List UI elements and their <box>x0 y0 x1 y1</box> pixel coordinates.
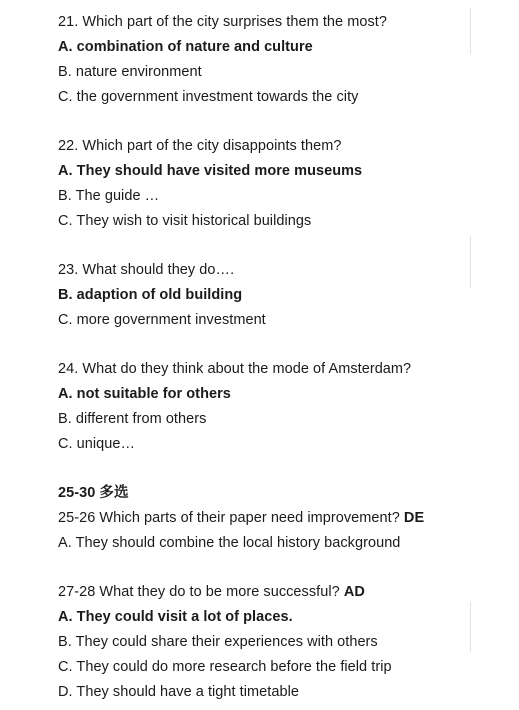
section-heading: 25-30 多选 <box>58 485 129 501</box>
question-24-option-b: B. different from others <box>58 411 207 427</box>
question-23-option-b-correct: B. adaption of old building <box>58 287 243 303</box>
question-21: 21. Which part of the city surprises them the most? <box>58 14 387 30</box>
question-25-26-option-a: A. They should combine the local history background <box>58 535 401 551</box>
question-24-option-c: C. unique… <box>58 436 136 452</box>
page-edge-mark <box>470 602 471 652</box>
question-27-28-option-d: D. They should have a tight timetable <box>58 684 299 700</box>
question-27-28-answer: AD <box>343 584 365 600</box>
question-27-28-option-a-correct: A. They could visit a lot of places. <box>58 609 293 625</box>
question-27-28-text: 27-28 What they do to be more successful? <box>58 584 340 600</box>
question-25-26-text: 25-26 Which parts of their paper need improvement? <box>58 510 400 526</box>
question-24-option-a-correct: A. not suitable for others <box>58 386 231 402</box>
page-edge-mark <box>470 236 471 288</box>
question-22-option-a-correct: A. They should have visited more museums <box>58 163 363 179</box>
question-25-26-answer: DE <box>403 510 425 526</box>
question-22: 22. Which part of the city disappoints them? <box>58 138 342 154</box>
question-25-26 <box>58 509 424 527</box>
question-27-28 <box>58 583 365 601</box>
question-21-option-b: B. nature environment <box>58 64 202 80</box>
question-23-option-c: C. more government investment <box>58 312 266 328</box>
question-27-28-option-b: B. They could share their experiences with others <box>58 634 378 650</box>
question-23: 23. What should they do…. <box>58 262 235 278</box>
question-22-option-c: C. They wish to visit historical buildings <box>58 213 312 229</box>
page-edge-mark <box>470 8 471 54</box>
question-21-option-a-correct: A. combination of nature and culture <box>58 39 313 55</box>
question-24: 24. What do they think about the mode of Amsterdam? <box>58 361 412 377</box>
question-21-option-c: C. the government investment towards the city <box>58 89 359 105</box>
question-27-28-option-c: C. They could do more research before the field trip <box>58 659 392 675</box>
question-22-option-b: B. The guide … <box>58 188 160 204</box>
